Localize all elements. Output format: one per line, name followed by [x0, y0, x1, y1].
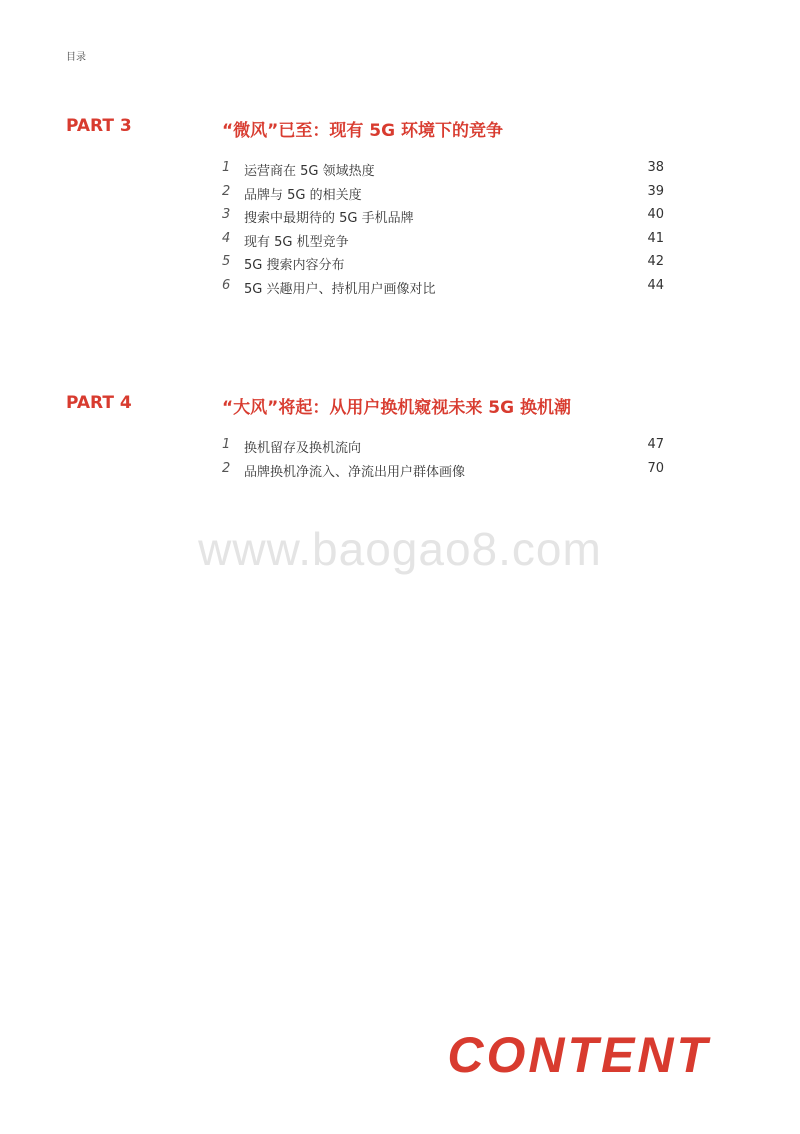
- entry-page-number: 70: [647, 460, 664, 476]
- entry-page-number: 44: [647, 277, 664, 293]
- entry-title: 运营商在 5G 领域热度: [244, 164, 375, 179]
- entry-title: 现有 5G 机型竞争: [244, 234, 349, 250]
- entry-page-number: 40: [647, 207, 664, 223]
- entry-number: 3: [222, 207, 231, 223]
- toc-entry-list: [222, 160, 664, 302]
- toc-entry[interactable]: [222, 278, 664, 302]
- entry-page-number: 42: [647, 254, 664, 270]
- entry-number: 2: [222, 183, 231, 199]
- part-label: PART 3: [66, 116, 132, 136]
- entry-title: 品牌换机净流入、净流出用户群体画像: [244, 464, 466, 480]
- toc-entry[interactable]: [222, 461, 664, 485]
- toc-entry[interactable]: [222, 207, 664, 231]
- entry-page-number: 47: [647, 437, 664, 452]
- part-title: “微风”已至：现有 5G 环境下的竞争: [222, 121, 503, 141]
- entry-page-number: 38: [647, 160, 664, 175]
- toc-entry[interactable]: [222, 231, 664, 255]
- part-title: “大风”将起：从用户换机窥视未来 5G 换机潮: [222, 398, 571, 418]
- entry-number: 4: [222, 230, 231, 246]
- entry-title: 换机留存及换机流向: [244, 441, 362, 456]
- entry-number: 2: [222, 460, 231, 476]
- entry-title: 5G 搜索内容分布: [244, 258, 345, 274]
- entry-title: 搜索中最期待的 5G 手机品牌: [244, 211, 414, 227]
- toc-entry[interactable]: [222, 160, 664, 184]
- watermark: www.baogao8.com: [198, 523, 602, 575]
- entry-page-number: 41: [647, 230, 664, 246]
- toc-header-label: 目录: [66, 52, 86, 63]
- entry-number: 5: [222, 254, 231, 270]
- content-wordmark: CONTENT: [447, 1027, 710, 1083]
- toc-entry[interactable]: [222, 437, 664, 461]
- entry-number: 6: [222, 277, 231, 293]
- toc-entry[interactable]: [222, 184, 664, 208]
- entry-number: 1: [222, 437, 231, 452]
- toc-entry[interactable]: [222, 254, 664, 278]
- toc-entry-list: [222, 437, 664, 484]
- entry-number: 1: [222, 160, 231, 175]
- entry-title: 5G 兴趣用户、持机用户画像对比: [244, 281, 436, 297]
- entry-title: 品牌与 5G 的相关度: [244, 187, 362, 203]
- part-label: PART 4: [66, 393, 132, 413]
- entry-page-number: 39: [647, 183, 664, 199]
